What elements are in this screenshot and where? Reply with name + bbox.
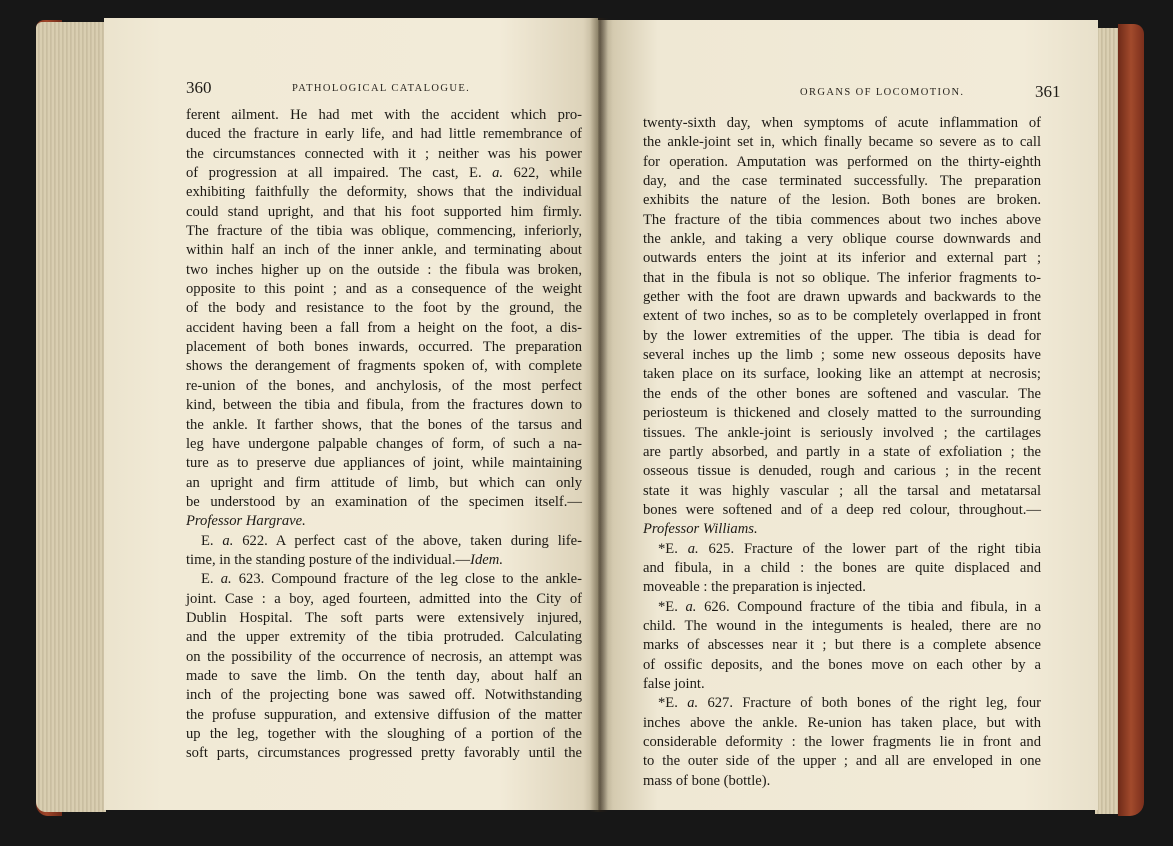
text-line: [186, 164, 582, 183]
text-line: [643, 578, 1041, 597]
line-text: *E.: [658, 598, 686, 615]
line-text: state it was highly vascular ; all the tarsal and metatarsal: [643, 482, 1041, 499]
italic-text: Professor Williams.: [643, 521, 758, 538]
line-text: joint. Case : a boy, aged fourteen, admitted into the City of: [186, 590, 582, 607]
line-text: taken place on its surface, looking like an attempt at necrosis;: [643, 366, 1041, 383]
line-text: up the leg, together with the sloughing of a portion of the: [186, 726, 582, 742]
text-line: [643, 636, 1041, 655]
line-text: osseous tissue is denuded, rough and carious ; in the recent: [643, 463, 1041, 480]
text-line: [643, 752, 1041, 771]
line-text: *E.: [658, 540, 688, 557]
line-text: on the possibility of the occurrence of necrosis, an attempt was: [186, 648, 582, 665]
text-line: [643, 598, 1041, 617]
text-line: [643, 153, 1041, 172]
text-line: [186, 648, 582, 667]
line-text: ture as to preserve due appliances of joint, while maintaining: [186, 455, 582, 472]
left-page: [104, 18, 598, 810]
line-text: for operation. Amputation was performed on the thirty-eighth: [643, 153, 1041, 170]
text-line: [643, 559, 1041, 578]
line-text: tissues. The ankle-joint is seriously involved ; the cartilages: [643, 424, 1041, 441]
left-page-number: 360: [186, 78, 212, 97]
text-line: [643, 288, 1041, 307]
text-line: [186, 435, 582, 454]
text-line: [186, 241, 582, 260]
line-text: 625. Fracture of the lower part of the right tibia: [698, 540, 1041, 557]
line-text: shows the derangement of fragments spoken of, with complete: [186, 358, 582, 375]
line-text: child. The wound in the integuments is healed, there are no: [643, 617, 1041, 634]
line-text: re-union of the bones, and anchylosis, of the most perfect: [186, 377, 582, 394]
line-text: E.: [201, 532, 223, 549]
line-text: and the upper extremity of the tibia protruded. Calculating: [186, 629, 582, 646]
line-text: *E.: [658, 695, 688, 712]
italic-text: a.: [492, 165, 504, 182]
text-line: [643, 327, 1041, 346]
line-text: inch of the projecting bone was sawed off. Notwithstanding: [186, 687, 582, 704]
text-line: [186, 706, 582, 725]
line-text: the ankle, and taking a very oblique course downwards and: [643, 231, 1041, 248]
text-line: [186, 512, 582, 531]
line-text: the ankle. It farther shows, that the bones of the tarsus and: [186, 416, 582, 433]
line-text: duced the fracture in early life, and had little remembrance of: [186, 126, 582, 143]
line-text: made to save the limb. On the tenth day, about half an: [186, 667, 582, 684]
text-line: [186, 474, 582, 493]
right-body-text: [643, 114, 1041, 791]
text-line: [186, 493, 582, 512]
text-line: [186, 377, 582, 396]
line-text: gether with the foot are drawn upwards and backwards to the: [643, 289, 1041, 306]
line-text: 623. Compound fracture of the leg close to the ankle-: [231, 571, 582, 588]
text-line: [643, 172, 1041, 191]
line-text: of progression at all impaired. The cast, E.: [186, 165, 493, 182]
line-text: within half an inch of the inner ankle, and terminating about: [186, 242, 582, 259]
line-text: to the outer side of the upper ; and all are enveloped in one: [643, 753, 1041, 770]
text-line: [643, 385, 1041, 404]
text-line: [643, 501, 1041, 520]
line-text: considerable deformity : the lower fragments lie in front and: [643, 734, 1041, 750]
text-line: [186, 125, 582, 144]
line-text: the ankle-joint set in, which finally became so severe as to call: [643, 134, 1041, 151]
text-line: [186, 261, 582, 280]
line-text: 622. A perfect cast of the above, taken during life-: [233, 532, 582, 549]
line-text: are partly absorbed, and partly in a state of exfoliation ; the: [643, 443, 1041, 460]
line-text: extent of two inches, so as to be completely overlapped in front: [643, 308, 1041, 325]
text-line: [186, 357, 582, 376]
line-text: of ossific deposits, and the bones move on each other by a: [643, 656, 1041, 673]
text-line: [186, 203, 582, 222]
line-text: be understood by an examination of the specimen itself.—: [186, 493, 582, 510]
line-text: twenty-sixth day, when symptoms of acute inflammation of: [643, 115, 1041, 131]
line-text: by the lower extremities of the upper. The tibia is dead for: [643, 327, 1041, 344]
line-text: two inches higher up on the outside : the fibula was broken,: [186, 261, 582, 278]
text-line: [643, 424, 1041, 443]
text-line: [643, 404, 1041, 423]
italic-text: a.: [687, 540, 699, 557]
text-line: [643, 133, 1041, 152]
text-line: [643, 772, 1041, 791]
text-line: [643, 520, 1041, 539]
text-line: [186, 280, 582, 299]
line-text: day, and the case terminated successfully. The preparation: [643, 173, 1041, 190]
text-line: [643, 675, 1041, 694]
line-text: exhibiting faithfully the deformity, shows that the individual: [186, 184, 582, 201]
text-line: [186, 299, 582, 318]
line-text: marks of abscesses near it ; but there is a complete absence: [643, 637, 1041, 654]
line-text: and fibula, in a child : the bones are quite displaced and: [643, 559, 1041, 576]
line-text: inches above the ankle. Re-union has taken place, but with: [643, 714, 1041, 731]
line-text: 626. Compound fracture of the tibia and fibula, in a: [696, 598, 1041, 615]
text-line: [643, 269, 1041, 288]
right-cover-edge: [1118, 24, 1144, 816]
text-line: [643, 443, 1041, 462]
line-text: 627. Fracture of both bones of the right leg, four: [698, 695, 1041, 712]
text-line: [643, 307, 1041, 326]
line-text: that in the fibula is not so oblique. The inferior fragments to-: [643, 269, 1041, 286]
right-running-head: ORGANS OF LOCOMOTION.: [800, 87, 965, 98]
text-line: [643, 482, 1041, 501]
text-line: [643, 230, 1041, 249]
text-line: [643, 211, 1041, 230]
line-text: 622, while: [503, 165, 582, 182]
right-page: [598, 20, 1098, 810]
text-line: [643, 249, 1041, 268]
italic-text: a.: [222, 532, 234, 549]
text-line: [643, 540, 1041, 559]
line-text: accident having been a fall from a height on the foot, a dis-: [186, 319, 582, 336]
line-text: ferent ailment. He had met with the accident which pro-: [186, 107, 582, 123]
line-text: outwards enters the joint at its inferior and external part ;: [643, 250, 1041, 267]
text-line: [643, 114, 1041, 133]
text-line: [186, 319, 582, 338]
text-line: [186, 590, 582, 609]
line-text: time, in the standing posture of the individual.—: [186, 551, 471, 568]
text-line: [186, 532, 582, 551]
text-line: [186, 183, 582, 202]
text-line: [186, 396, 582, 415]
text-line: [186, 609, 582, 628]
text-line: [643, 694, 1041, 713]
text-line: [186, 686, 582, 705]
italic-text: Idem.: [470, 551, 503, 568]
line-text: an upright and firm attitude of limb, but which can only: [186, 474, 582, 491]
text-line: [186, 725, 582, 744]
text-line: [186, 570, 582, 589]
line-text: Dublin Hospital. The soft parts were extensively injured,: [186, 609, 582, 626]
text-line: [643, 714, 1041, 733]
text-line: [643, 191, 1041, 210]
line-text: leg have undergone palpable changes of form, of such a na-: [186, 435, 582, 452]
text-line: [643, 365, 1041, 384]
line-text: moveable : the preparation is injected.: [643, 579, 866, 596]
line-text: the circumstances connected with it ; neither was his power: [186, 145, 582, 162]
book-gutter: [590, 18, 608, 812]
italic-text: Professor Hargrave.: [186, 513, 306, 530]
text-line: [186, 744, 582, 763]
text-line: [643, 346, 1041, 365]
italic-text: a.: [685, 598, 697, 615]
italic-text: a.: [687, 695, 699, 712]
line-text: The fracture of the tibia commences about two inches above: [643, 211, 1041, 228]
line-text: mass of bone (bottle).: [643, 772, 771, 789]
text-line: [186, 551, 582, 570]
text-line: [186, 454, 582, 473]
left-page-stack: [36, 22, 106, 812]
text-line: [186, 628, 582, 647]
line-text: could stand upright, and that his foot supported him firmly.: [186, 203, 582, 220]
text-line: [186, 667, 582, 686]
line-text: E.: [201, 571, 221, 588]
text-line: [186, 145, 582, 164]
line-text: placement of both bones inwards, occurred. The preparation: [186, 339, 582, 356]
line-text: The fracture of the tibia was oblique, commencing, inferiorly,: [186, 223, 582, 240]
text-line: [643, 617, 1041, 636]
left-body-text: [186, 106, 582, 764]
italic-text: a.: [220, 571, 232, 588]
text-line: [643, 462, 1041, 481]
line-text: kind, between the tibia and fibula, from the fractures down to: [186, 397, 582, 414]
line-text: periosteum is thickened and closely matted to the surrounding: [643, 405, 1041, 422]
line-text: exhibits the nature of the lesion. Both bones are broken.: [643, 192, 1041, 209]
line-text: false joint.: [643, 675, 705, 692]
right-page-number: 361: [1035, 82, 1061, 101]
text-line: [186, 106, 582, 125]
line-text: the profuse suppuration, and extensive diffusion of the matter: [186, 706, 582, 723]
text-line: [186, 416, 582, 435]
line-text: opposite to this point ; and as a consequence of the weight: [186, 281, 582, 298]
line-text: the ends of the other bones are softened and vascular. The: [643, 385, 1041, 402]
text-line: [186, 222, 582, 241]
line-text: bones were softened and of a deep red colour, throughout.—: [643, 501, 1041, 518]
text-line: [643, 656, 1041, 675]
text-line: [643, 733, 1041, 752]
line-text: several inches up the limb ; some new osseous deposits have: [643, 347, 1041, 364]
left-running-head: PATHOLOGICAL CATALOGUE.: [292, 83, 471, 94]
text-line: [186, 338, 582, 357]
line-text: soft parts, circumstances progressed pretty favorably until the: [186, 745, 582, 762]
line-text: of the body and resistance to the foot by the ground, the: [186, 300, 582, 317]
